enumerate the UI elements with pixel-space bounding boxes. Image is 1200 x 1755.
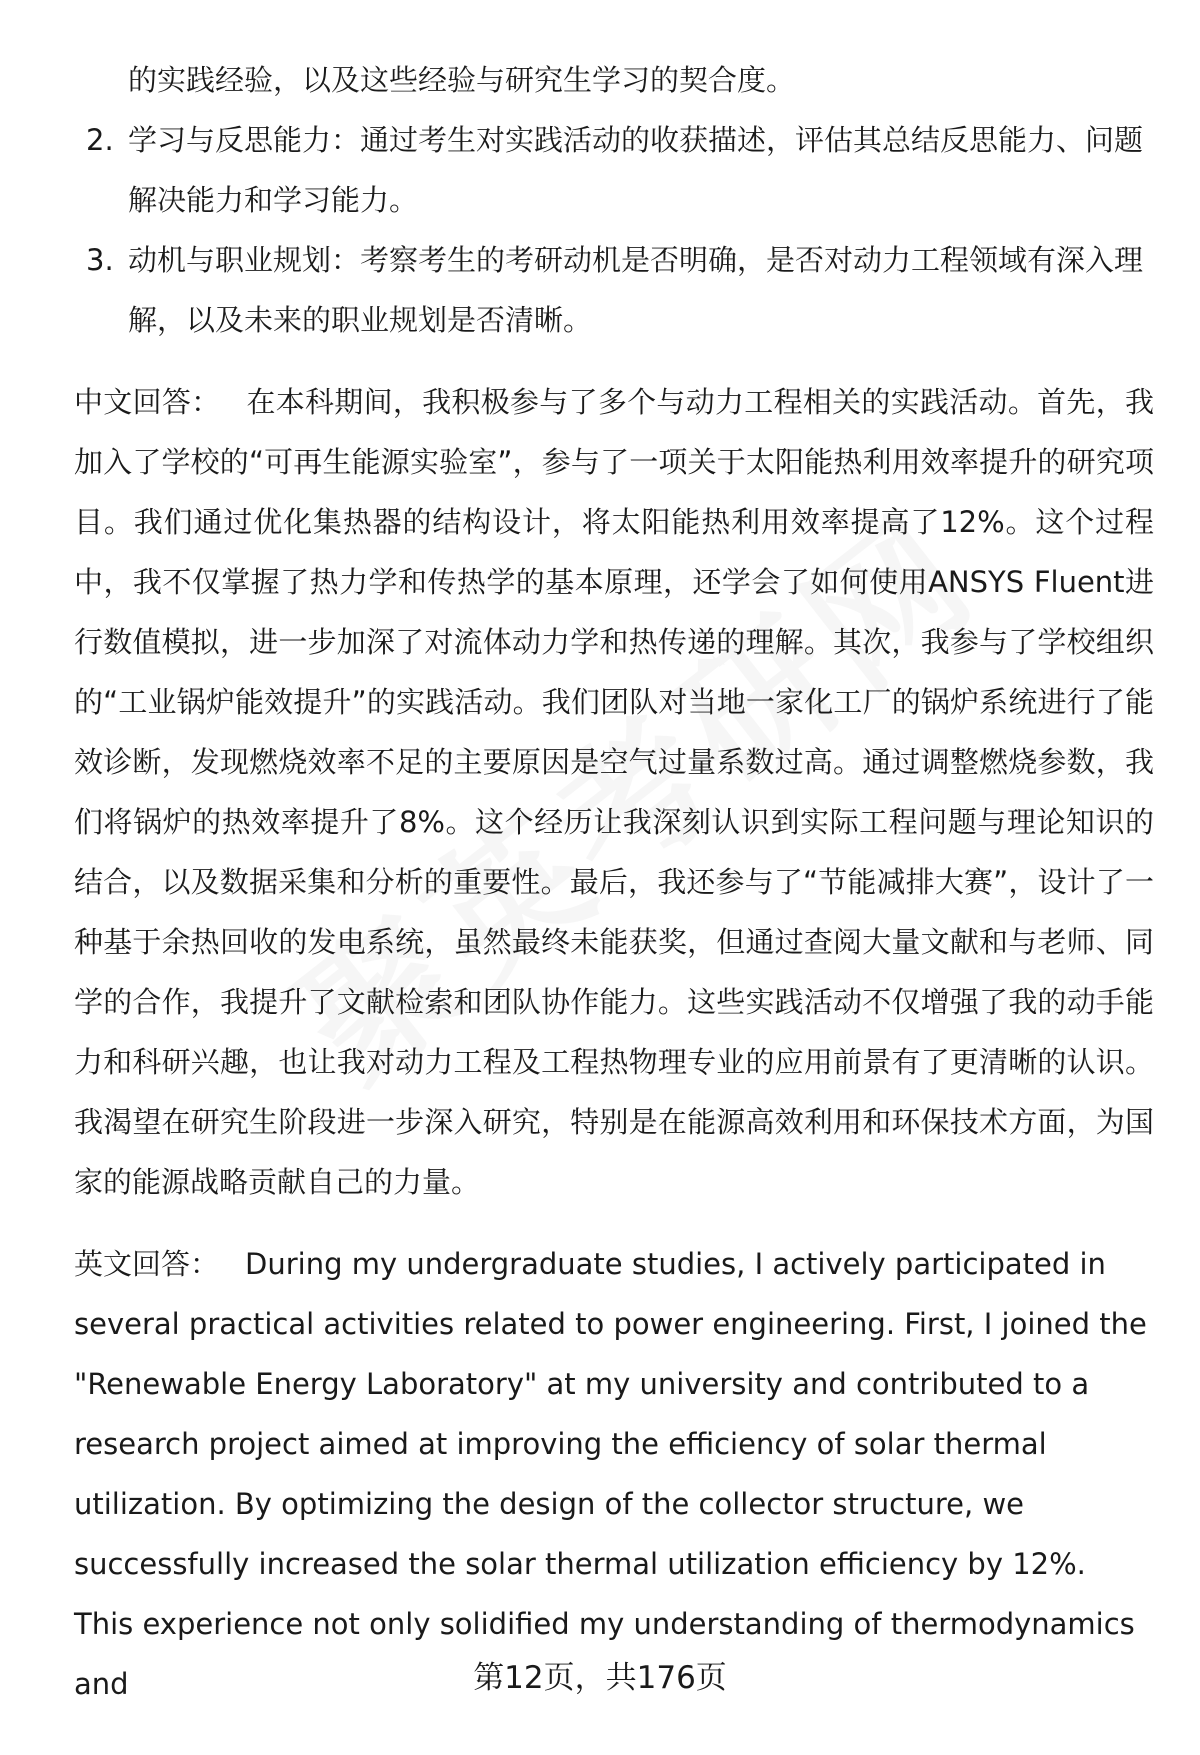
english-answer-paragraph xyxy=(74,1234,1154,1714)
list-item-text: 学习与反思能力：通过考生对实践活动的收获描述，评估其总结反思能力、问题解决能力和学习能力。 xyxy=(128,123,1144,217)
list-item-text: 动机与职业规划：考察考生的考研动机是否明确，是否对动力工程领域有深入理解，以及未来的职业规划是否清晰。 xyxy=(128,243,1144,337)
list-item xyxy=(74,110,1154,230)
page-number-footer: 第12页，共176页 xyxy=(473,1660,727,1696)
english-answer-label: 英文回答： xyxy=(74,1247,220,1281)
list-item xyxy=(74,230,1154,350)
page-content xyxy=(74,50,1154,1714)
chinese-answer-text: 在本科期间，我积极参与了多个与动力工程相关的实践活动。首先，我加入了学校的“可再生能源实验室”，参与了一项关于太阳能热利用效率提升的研究项目。我们通过优化集热器的结构设计，将太阳能热利用效率提高了12%。这个过程中，我不仅掌握了热力学和传热学的基本原理，还学会了如何使用ANSYS Fluent进行数值模拟，进一步加深了对流体动力学和热传递的理解。其次，我参与了学校组织的“工业锅炉能效提升”的实践活动。我们团队对当地一家化工厂的锅炉系统进行了能效诊断，发现燃烧效率不足的主要原因是空气过量系数过高。通过调整燃烧参数，我们将锅炉的热效率提升了8%。这个经历让我深刻认识到实际工程问题与理论知识的结合，以及数据采集和分析的重要性。最后，我还参与了“节能减排大赛”，设计了一种基于余热回收的发电系统，虽然最终未能获奖，但通过查阅大量文献和与老师、同学的合作，我提升了文献检索和团队协作能力。这些实践活动不仅增强了我的动手能力和科研兴趣，也让我对动力工程及工程热物理专业的应用前景有了更清晰的认识。我渴望在研究生阶段进一步深入研究，特别是在能源高效利用和环保技术方面，为国家的能源战略贡献自己的力量。 xyxy=(74,385,1154,1199)
chinese-answer-label: 中文回答： xyxy=(74,385,221,419)
criteria-list xyxy=(74,110,1154,350)
list-item-number: 3. xyxy=(86,243,114,277)
chinese-answer-paragraph xyxy=(74,372,1154,1212)
continuation-text: 的实践经验，以及这些经验与研究生学习的契合度。 xyxy=(128,63,796,97)
list-item-number: 2. xyxy=(86,123,114,157)
english-answer-text: During my undergraduate studies, I actively participated in several practical activities related to power engineering. First, I joined the "Renewable Energy Laboratory" at my university and contributed to a research project aimed at improving the efficiency of solar thermal utilization. By optimizing the design of the collector structure, we successfully increased the solar thermal utilization efficiency by 12%. This experience not only solidified my understanding of thermodynamics and xyxy=(74,1247,1147,1701)
